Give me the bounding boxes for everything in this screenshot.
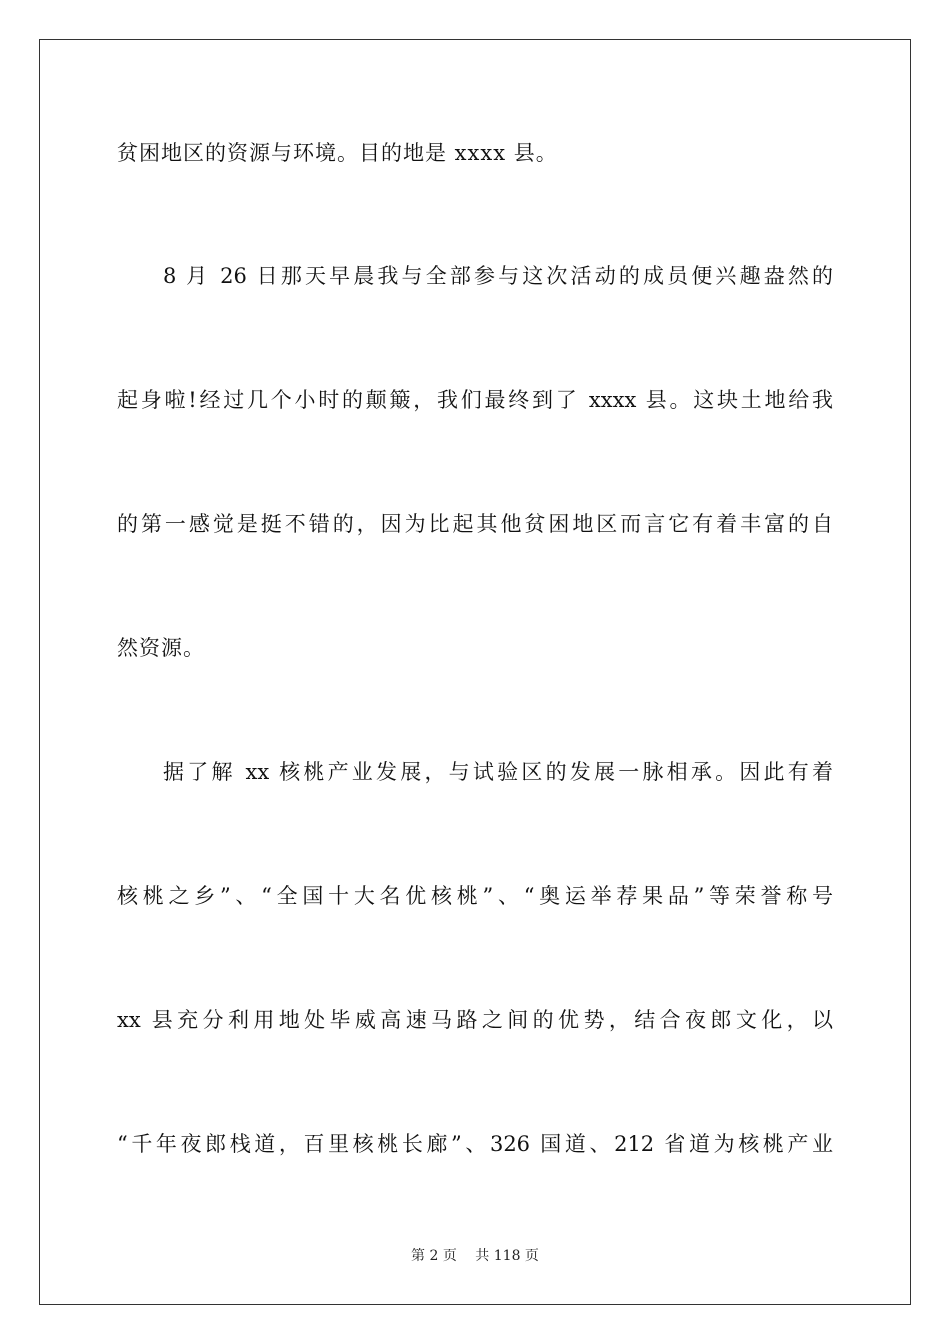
text-line: xx 县充分利用地处毕威高速马路之间的优势，结合夜郎文化，以 — [117, 1008, 833, 1032]
text-line: 贫困地区的资源与环境。目的地是 xxxx 县。 — [117, 141, 558, 165]
text-line: 据了解 xx 核桃产业发展，与试验区的发展一脉相承。因此有着 — [163, 760, 833, 784]
text-line: 核桃之乡”、“全国十大名优核桃”、“奥运举荐果品”等荣誉称号 — [117, 884, 833, 908]
page-footer: 第 2 页 共 118 页 — [411, 1248, 539, 1264]
text-line: 起身啦!经过几个小时的颠簸，我们最终到了 xxxx 县。这块土地给我 — [117, 388, 833, 412]
text-line: 然资源。 — [117, 636, 205, 660]
text-line: 的第一感觉是挺不错的，因为比起其他贫困地区而言它有着丰富的自 — [117, 512, 833, 536]
text-line: “千年夜郎栈道，百里核桃长廊”、326 国道、212 省道为核桃产业 — [117, 1132, 833, 1156]
text-line: 8 月 26 日那天早晨我与全部参与这次活动的成员便兴趣盎然的 — [163, 264, 833, 288]
page-border — [39, 39, 911, 1305]
